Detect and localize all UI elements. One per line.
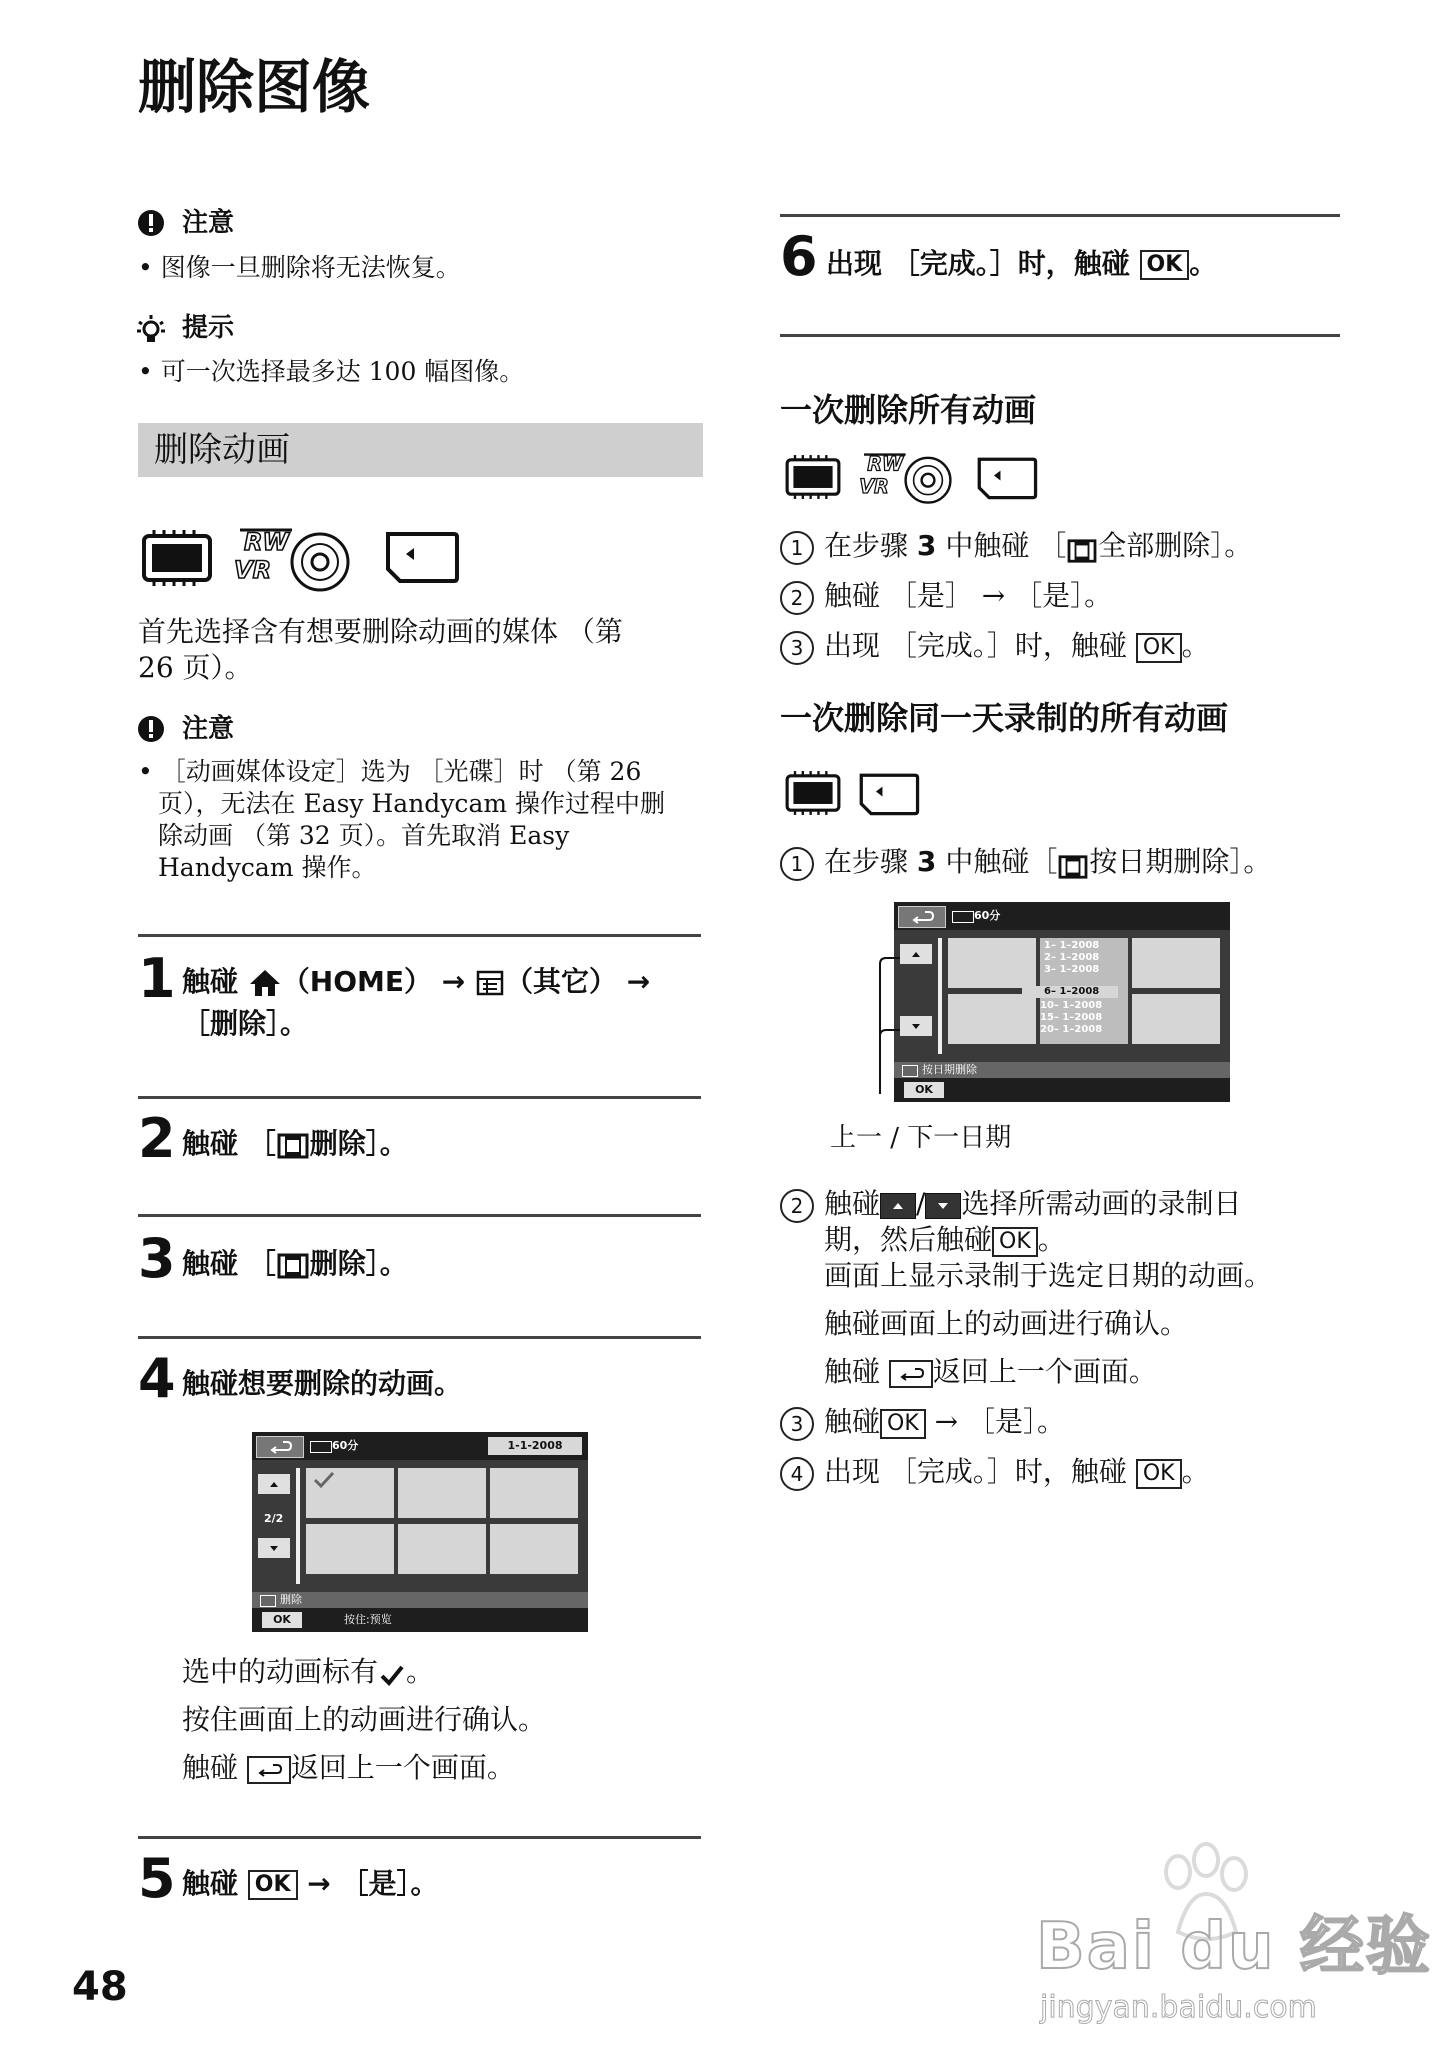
date-badge: [488, 1437, 582, 1455]
down-button[interactable]: [258, 1538, 290, 1558]
step3-part: 删除］。: [309, 1247, 408, 1280]
ok-icon: OK: [1140, 250, 1190, 280]
step-number: 1: [138, 947, 176, 1010]
divider: [780, 214, 1340, 217]
thumbnail[interactable]: [306, 1524, 394, 1574]
intro-line1: 首先选择含有想要删除动画的媒体 （第: [138, 615, 623, 648]
watermark-url: jingyan.baidu.com: [1040, 1990, 1317, 2025]
scrollbar[interactable]: [296, 1468, 300, 1584]
battery-icon: [310, 1441, 332, 1453]
return-button[interactable]: [256, 1436, 304, 1458]
step4-note3: [182, 1748, 515, 1788]
circled-number: 3: [780, 1407, 814, 1441]
page-indicator: 2/2: [264, 1512, 284, 1525]
item-part: 触碰: [824, 1187, 881, 1220]
note-line: 除动画 （第 32 页）。首先取消 Easy: [158, 821, 570, 850]
sec1-item2: [780, 576, 1112, 616]
thumbnail: [1132, 994, 1220, 1044]
note-label: 注意: [182, 714, 235, 744]
item-part: 期，然后触碰: [824, 1223, 993, 1256]
scrollbar[interactable]: [938, 938, 942, 1054]
note-part: 触碰: [182, 1751, 239, 1784]
date-item[interactable]: 1– 1–2008: [1044, 940, 1100, 951]
step2-part: 删除］。: [309, 1127, 408, 1160]
circled-number: 2: [780, 1189, 814, 1223]
step1-part: 触碰: [182, 965, 239, 998]
item-part: 全部删除］。: [1098, 529, 1253, 562]
hold-preview-hint: 按住:预览: [344, 1613, 392, 1626]
sec2-item2: 2 触碰 / 选择所需动画的录制日: [780, 1184, 1241, 1224]
note-label: 注意: [182, 208, 235, 238]
step5-part: 触碰: [182, 1867, 239, 1900]
step5-part: → ［是］。: [307, 1867, 439, 1900]
ok-icon: OK: [248, 1870, 298, 1900]
item-part: 返回上一个画面。: [932, 1355, 1157, 1388]
item-part: 按日期删除］。: [1089, 845, 1272, 878]
svg-text:RW: RW: [867, 452, 904, 476]
ok-button[interactable]: [262, 1612, 302, 1628]
sec2-item2-line3: 画面上显示录制于选定日期的动画。: [824, 1259, 1273, 1292]
caution-icon: [138, 210, 164, 236]
lightbulb-icon: [136, 314, 166, 348]
thumbnail: [948, 938, 1036, 988]
hint-label: 提示: [182, 313, 235, 343]
dvd-rw-vr-icon: [230, 522, 360, 598]
circled-number: 1: [780, 531, 814, 565]
step1-line2: ［删除］。: [182, 1007, 309, 1040]
step6-part: 。: [1189, 247, 1218, 280]
memory-card-icon: [858, 770, 920, 822]
callout-line: [868, 944, 928, 1124]
sec1-item1: [780, 526, 1252, 566]
caution-icon: [138, 716, 164, 742]
ok-icon: OK: [1136, 1459, 1182, 1489]
screen-label: 删除: [280, 1593, 302, 1606]
hdd-icon: [784, 452, 842, 506]
divider: [780, 334, 1340, 337]
note-part: 返回上一个画面。: [290, 1751, 515, 1784]
step2-part: 触碰 ［: [182, 1127, 276, 1160]
date-item-selected[interactable]: 6– 1–2008: [1044, 986, 1100, 997]
circled-number: 3: [780, 631, 814, 665]
thumbnail[interactable]: [306, 1468, 394, 1518]
step4-note1: [182, 1652, 434, 1692]
sec2-item2-line4: 触碰画面上的动画进行确认。: [824, 1307, 1189, 1340]
up-arrow-icon: [880, 1193, 916, 1219]
return-button[interactable]: [898, 906, 946, 928]
page-number: 48: [72, 1964, 128, 2010]
step4-note2: 按住画面上的动画进行确认。: [182, 1703, 547, 1736]
thumbnail[interactable]: [490, 1524, 578, 1574]
memory-card-icon: [976, 454, 1038, 506]
item-part: 中触碰 ［: [945, 529, 1067, 562]
step4-text: 触碰想要删除的动画。: [182, 1367, 463, 1400]
divider: [138, 1836, 701, 1839]
item-part: 在步骤: [824, 845, 909, 878]
film-icon: [260, 1595, 276, 1607]
note-line: 页），无法在 Easy Handycam 操作过程中删: [158, 789, 665, 818]
divider: [138, 1214, 701, 1217]
sec1-item3: [780, 626, 1210, 666]
film-icon: [1066, 535, 1098, 561]
watermark-brand: Bai du 经验: [1036, 1910, 1432, 1984]
date-item[interactable]: 20– 1–2008: [1040, 1024, 1103, 1035]
circled-number: 1: [780, 847, 814, 881]
item-part: 3: [916, 845, 937, 878]
item-part: 触碰: [824, 1405, 881, 1438]
return-icon: [889, 1360, 933, 1388]
step-number: 2: [138, 1107, 176, 1170]
item-part: → ［是］。: [934, 1405, 1066, 1438]
other-menu-icon: [475, 968, 505, 998]
svg-text:VR: VR: [859, 475, 889, 498]
thumbnail[interactable]: [490, 1468, 578, 1518]
step2-text: [182, 1124, 408, 1164]
date-item[interactable]: 3– 1–2008: [1044, 964, 1100, 975]
ok-label: OK: [273, 1613, 291, 1626]
item-part: 触碰: [824, 1355, 881, 1388]
date-text: 1-1-2008: [507, 1439, 563, 1452]
camera-screen-delete: [252, 1432, 588, 1632]
section1-title: 一次删除所有动画: [780, 391, 1037, 429]
thumbnail[interactable]: [398, 1468, 486, 1518]
sec2-item2-line5: [824, 1352, 1157, 1392]
note-line: • ［动画媒体设定］选为 ［光碟］时 （第 26: [138, 757, 642, 786]
date-item[interactable]: 2– 1–2008: [1044, 952, 1100, 963]
ok-icon: OK: [1136, 633, 1182, 663]
item-part: 。: [1181, 629, 1210, 662]
down-arrow-icon: [925, 1193, 961, 1219]
divider: [138, 1096, 701, 1099]
checkmark-icon: [378, 1660, 406, 1688]
ok-icon: OK: [992, 1227, 1038, 1257]
note-part: 选中的动画标有: [182, 1655, 379, 1688]
svg-text:VR: VR: [234, 556, 272, 584]
thumbnail[interactable]: [398, 1524, 486, 1574]
step-number: 6: [780, 225, 818, 288]
date-item[interactable]: 10– 1–2008: [1040, 1000, 1103, 1011]
item-part: 3: [916, 529, 937, 562]
up-button[interactable]: [258, 1474, 290, 1494]
item-part: 出现 ［完成。］时，触碰: [824, 629, 1127, 662]
camera-screen-by-date: [894, 902, 1230, 1102]
note-line: Handycam 操作。: [158, 853, 377, 882]
circled-number: 4: [780, 1457, 814, 1491]
ok-icon: OK: [880, 1409, 926, 1439]
thumbnail: [1132, 938, 1220, 988]
circled-number: 2: [780, 581, 814, 615]
dvd-rw-vr-icon: [856, 448, 960, 510]
thumbnail: [948, 994, 1036, 1044]
step6-text: [826, 244, 1217, 284]
item-part: 。: [1037, 1223, 1066, 1256]
return-icon: [247, 1756, 291, 1784]
battery-icon: [952, 911, 974, 923]
step-number: 5: [138, 1847, 176, 1910]
sec2-item2-line2: [824, 1220, 1066, 1260]
divider: [138, 934, 701, 937]
item-part: 中触碰［: [945, 845, 1058, 878]
svg-text:RW: RW: [244, 528, 289, 556]
home-icon: [248, 968, 282, 998]
step3-text: [182, 1244, 408, 1284]
item-part: 。: [1181, 1455, 1210, 1488]
callout-label: 上一 / 下一日期: [830, 1123, 1012, 1153]
sec2-item3: [780, 1402, 1065, 1442]
item-part: 选择所需动画的录制日: [961, 1187, 1242, 1220]
step3-part: 触碰 ［: [182, 1247, 276, 1280]
film-icon: [276, 1251, 310, 1279]
hint-text: • 可一次选择最多达 100 幅图像。: [138, 357, 525, 386]
item-part: 在步骤: [824, 529, 909, 562]
screen-label: 按日期删除: [922, 1063, 977, 1076]
sec2-item1: [780, 842, 1271, 882]
item-part: 触碰 ［是］ → ［是］。: [824, 579, 1113, 612]
step-number: 4: [138, 1347, 176, 1410]
step1-part: （其它） →: [504, 965, 651, 998]
section-title: 删除动画: [154, 430, 290, 470]
hdd-icon: [784, 768, 842, 822]
ok-label: OK: [915, 1083, 933, 1096]
memory-card-icon: [384, 528, 460, 590]
date-item[interactable]: 15– 1–2008: [1040, 1012, 1103, 1023]
item-part: 出现 ［完成。］时，触碰: [824, 1455, 1127, 1488]
step6-part: 出现 ［完成。］时，触碰: [826, 247, 1130, 280]
intro-line2: 26 页）。: [138, 651, 253, 684]
page-title: 删除图像: [138, 53, 371, 121]
hdd-icon: [140, 528, 214, 592]
step1-part: （HOME） →: [281, 965, 466, 998]
step-number: 3: [138, 1227, 176, 1290]
step5-text: [182, 1864, 438, 1904]
divider: [138, 1336, 701, 1339]
capacity: 60分: [332, 1439, 359, 1452]
section2-title: 一次删除同一天录制的所有动画: [780, 699, 1229, 737]
film-icon: [276, 1131, 310, 1159]
label-bar: [252, 1592, 588, 1608]
film-icon: [1057, 851, 1089, 877]
note-part: 。: [406, 1655, 435, 1688]
step1-text: [182, 962, 702, 1002]
capacity: 60分: [974, 909, 1001, 922]
sec2-item4: [780, 1452, 1210, 1492]
note-text: • 图像一旦删除将无法恢复。: [138, 253, 461, 282]
